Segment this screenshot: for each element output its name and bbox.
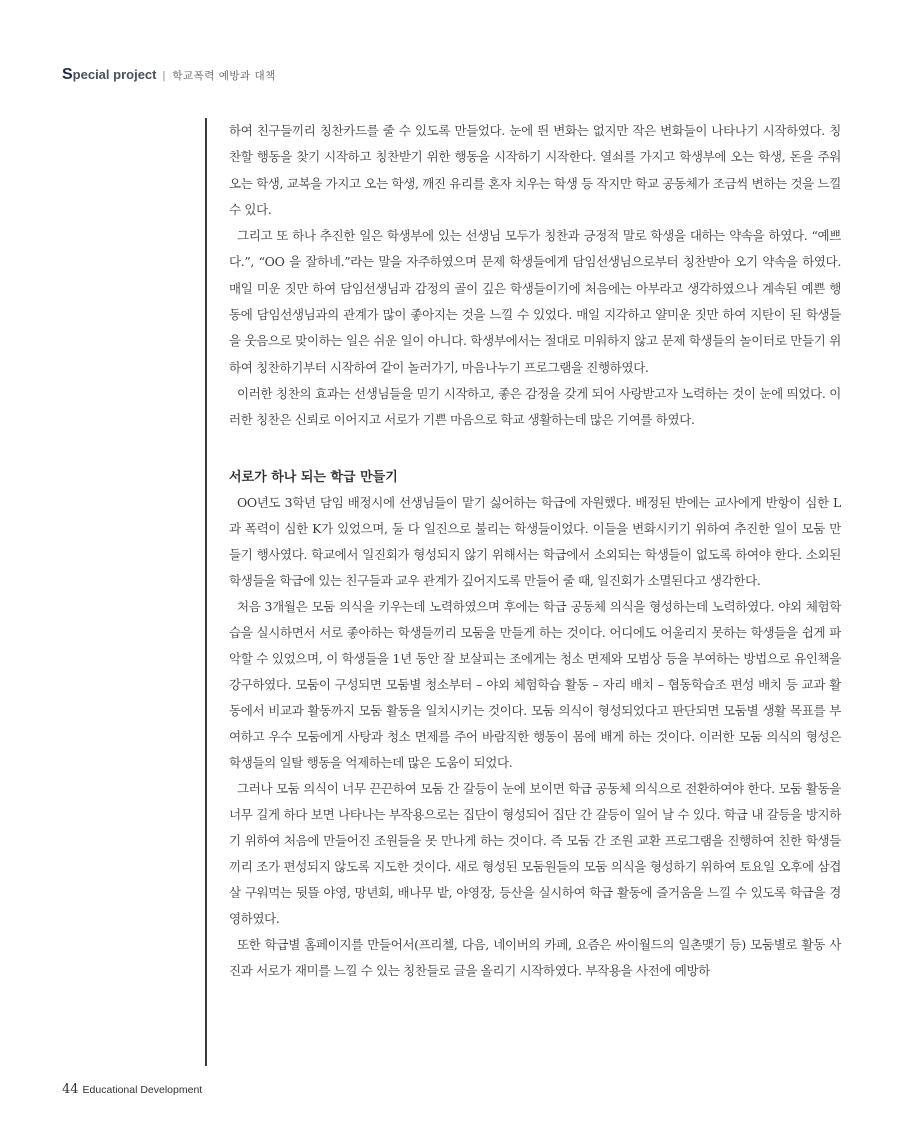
section-subtitle: 학교폭력 예방과 대책 [172, 70, 276, 82]
running-header [62, 66, 276, 84]
section-heading: 서로가 하나 되는 학급 만들기 [229, 469, 398, 485]
column-rule [205, 118, 207, 1066]
header-separator: | [162, 70, 166, 82]
paragraph: 이러한 칭찬의 효과는 선생님들을 믿기 시작하고, 좋은 감정을 갖게 되어 사랑받고자 노력하는 것이 눈에 띄었다. 이러한 칭찬은 신뢰로 이어지고 서로가 기쁜 마음으로 학교 생활하는데 많은 기여를 하였다. [229, 385, 841, 428]
paragraph: 처음 3개월은 모둠 의식을 키우는데 노력하였으며 후에는 학급 공동체 의식을 형성하는데 노력하였다. 야외 체험학습을 실시하면서 서로 좋아하는 학생들끼리 모둠을 만들게 하는 것이다. 어디에도 어울리지 못하는 학생들을 쉽게 파악할 수 있었으며, 이 학생들을 1년 동안 잘 보살피는 조에게는 청소 면제와 모범상 등을 부여하는 방법으로 유인책을 강구하였다. 모둠이 구성되면 모둠별 청소부터 – 야외 체험학습 활동 – 자리 배치 – 협동학습조 편성 배치 등 교과 활동에서 비교과 활동까지 모둠 활동을 일치시키는 것이다. 모둠 의식이 형성되었다고 판단되면 모둠별 생활 목표를 부여하고 우수 모둠에게 사탕과 청소 면제를 주어 바람직한 행동이 몸에 배게 하는 것이다. 이러한 모둠 의식의 형성은 학생들의 일탈 행동을 억제하는데 많은 도움이 되었다. [229, 598, 841, 770]
paragraph: OO년도 3학년 담임 배정시에 선생님들이 맡기 싫어하는 학급에 자원했다. 배정된 반에는 교사에게 반항이 심한 L과 폭력이 심한 K가 있었으며, 둘 다 일진으로 불리는 학생들이었다. 이들을 변화시키기 위하여 추진한 일이 모둠 만들기 행사였다. 학교에서 일진회가 형성되지 않기 위해서는 학급에서 소외되는 학생들이 없도록 하여야 한다. 소외된 학생들을 학급에 있는 친구들과 교우 관계가 깊어지도록 만들어 줄 때, 일진회가 소멸된다고 생각한다. [229, 494, 841, 588]
section-initial: S [62, 66, 73, 83]
paragraph: 그리고 또 하나 추진한 일은 학생부에 있는 선생님 모두가 칭찬과 긍정적 말로 학생을 대하는 약속을 하였다. “예쁘다.”, “OO 을 잘하네.”라는 말을 자주하였으며 문제 학생들에게 담임선생님으로부터 칭찬받아 오기 약속을 하였다. 매일 미운 짓만 하여 담임선생님과 감정의 골이 깊은 학생들이기에 처음에는 아부라고 생각하였으나 계속된 예쁜 행동에 담임선생님과의 관계가 많이 좋아지는 것을 느낄 수 있었다. 매일 지각하고 얄미운 짓만 하여 지탄이 된 학생들을 웃음으로 맞이하는 일은 쉬운 일이 아니다. 학생부에서는 절대로 미워하지 않고 문제 학생들의 놀이터로 만들기 위하여 칭찬하기부터 시작하여 같이 놀러가기, 마음나누기 프로그램을 진행하였다. [229, 228, 841, 375]
paragraph: 또한 학급별 홈페이지를 만들어서(프리첼, 다음, 네이버의 카페, 요즘은 싸이월드의 일촌맺기 등) 모둠별로 활동 사진과 서로가 재미를 느낄 수 있는 칭찬들로 글을 올리기 시작하였다. 부작용을 사전에 예방하 [229, 936, 841, 978]
paragraph: 하여 친구들끼리 칭찬카드를 줄 수 있도록 만들었다. 눈에 띈 변화는 없지만 작은 변화들이 나타나기 시작하였다. 칭찬할 행동을 찾기 시작하고 칭찬받기 위한 행동을 시작하기 시작한다. 열쇠를 가지고 학생부에 오는 학생, 돈을 주워 오는 학생, 교복을 가지고 오는 학생, 깨진 유리를 혼자 치우는 학생 등 작지만 학교 공동체가 조금씩 변하는 것을 느낄 수 있다. [229, 123, 841, 217]
page-number: 44 [62, 1082, 79, 1097]
publication-title: Educational Development [82, 1084, 203, 1096]
section-title: pecial project [72, 67, 157, 82]
paragraph: 그러나 모둠 의식이 너무 끈끈하여 모둠 간 갈등이 눈에 보이면 학급 공동체 의식으로 전환하여야 한다. 모둠 활동을 너무 길게 하다 보면 나타나는 부작용으로는 집단이 형성되어 집단 간 갈등이 일어 날 수 있다. 학급 내 갈등을 방지하기 위하여 처음에 만들어진 조원들을 못 만나게 하는 것이다. 즉 모둠 간 조원 교환 프로그램을 진행하여 친한 학생들끼리 조가 편성되지 않도록 지도한 것이다. 새로 형성된 모둠원들의 모둠 의식을 형성하기 위하여 토요일 오후에 삼겹살 구워먹는 뒷뜰 야영, 망년회, 배나무 밭, 야영장, 등산을 실시하여 학급 활동에 즐거움을 느낄 수 있도록 학급을 경영하였다. [229, 780, 841, 926]
page-footer [62, 1082, 202, 1097]
article-body [229, 118, 841, 984]
